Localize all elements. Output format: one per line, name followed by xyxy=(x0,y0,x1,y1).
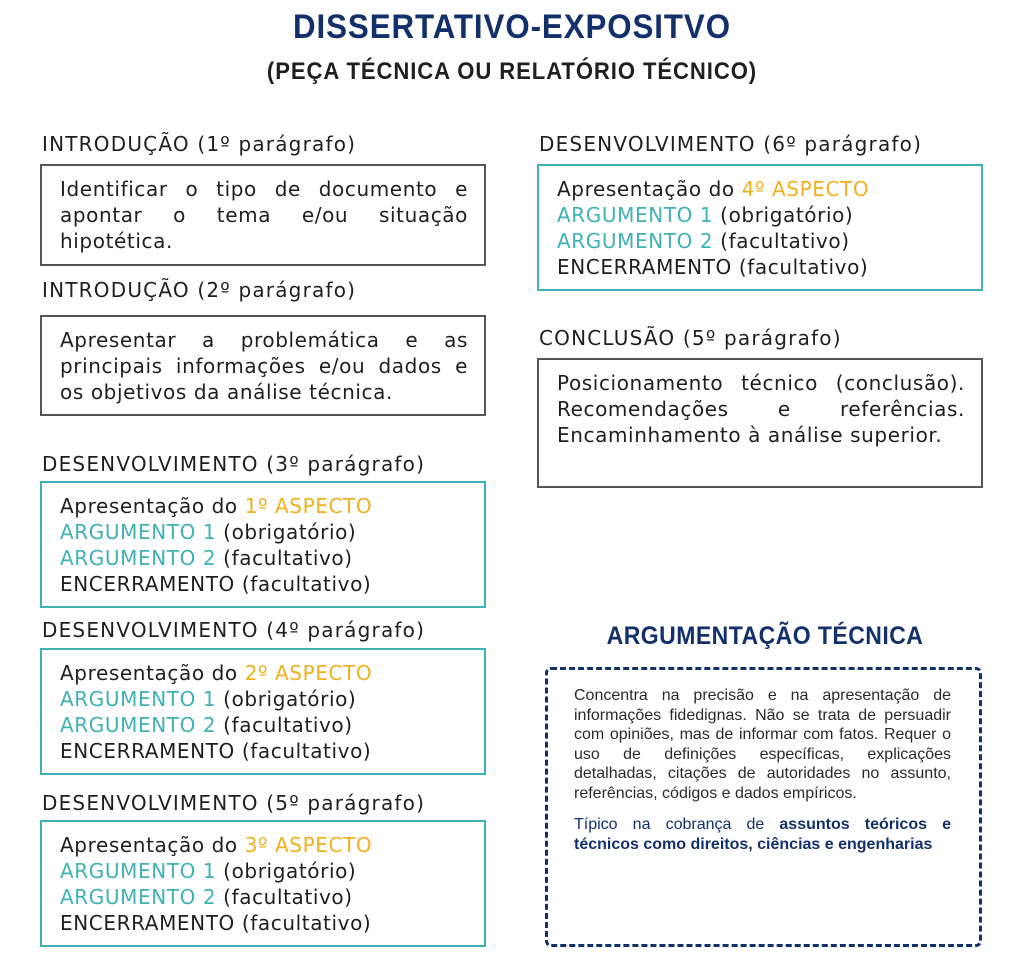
dev5-arg1-note: (obrigatório) xyxy=(216,859,357,883)
dev5-aspect: 3º ASPECTO xyxy=(244,833,373,857)
dev3-arg2-line xyxy=(60,545,468,571)
dev4-intro-line xyxy=(60,660,468,686)
dev4-intro: Apresentação do xyxy=(60,661,245,685)
dev3-arg2: ARGUMENTO 2 xyxy=(60,546,217,570)
dev5-box xyxy=(40,820,486,947)
dev5-arg2-note: (facultativo) xyxy=(216,885,353,909)
argumentation-typical-prefix: Típico na cobrança de xyxy=(574,816,780,833)
dev6-arg1: ARGUMENTO 1 xyxy=(557,203,714,227)
dev4-arg2: ARGUMENTO 2 xyxy=(60,713,217,737)
conclusion-label: CONCLUSÃO (5º parágrafo) xyxy=(539,326,842,350)
argumentation-typical-bold: assuntos teóricos e técnicos como direitos, ciências e engenharias xyxy=(574,816,951,853)
dev4-arg1: ARGUMENTO 1 xyxy=(60,687,217,711)
dev3-closing: ENCERRAMENTO (facultativo) xyxy=(60,572,372,596)
dev5-intro-line xyxy=(60,832,468,858)
dev6-arg2-note: (facultativo) xyxy=(713,229,850,253)
dev3-intro-line xyxy=(60,493,468,519)
dev3-arg2-note: (facultativo) xyxy=(216,546,353,570)
dev3-label: DESENVOLVIMENTO (3º parágrafo) xyxy=(42,452,426,476)
dev4-arg2-line xyxy=(60,712,468,738)
dev4-box xyxy=(40,648,486,775)
dev6-arg2-line xyxy=(557,228,965,254)
dev4-arg1-note: (obrigatório) xyxy=(216,687,357,711)
dev5-arg2: ARGUMENTO 2 xyxy=(60,885,217,909)
intro1-box xyxy=(40,164,486,266)
page-title: DISSERTATIVO-EXPOSITVO xyxy=(293,8,731,46)
dev6-arg2: ARGUMENTO 2 xyxy=(557,229,714,253)
dev3-arg1: ARGUMENTO 1 xyxy=(60,520,217,544)
conclusion-text: Posicionamento técnico (conclusão). Recomendações e referências. Encaminhamento à análise superior. xyxy=(557,371,965,447)
dev5-intro: Apresentação do xyxy=(60,833,245,857)
dev6-intro-line xyxy=(557,176,965,202)
dev5-arg2-line xyxy=(60,884,468,910)
argumentation-box xyxy=(545,667,982,947)
argumentation-typical xyxy=(574,815,951,854)
dev4-closing: ENCERRAMENTO (facultativo) xyxy=(60,739,372,763)
conclusion-box xyxy=(537,358,983,488)
dev5-closing: ENCERRAMENTO (facultativo) xyxy=(60,911,372,935)
dev4-aspect: 2º ASPECTO xyxy=(244,661,373,685)
intro2-text: Apresentar a problemática e as principais informações e/ou dados e os objetivos da análise técnica. xyxy=(60,328,468,404)
dev6-label: DESENVOLVIMENTO (6º parágrafo) xyxy=(539,132,923,156)
dev3-aspect: 1º ASPECTO xyxy=(244,494,373,518)
dev6-intro: Apresentação do xyxy=(557,177,742,201)
intro2-box xyxy=(40,315,486,416)
dev6-closing: ENCERRAMENTO (facultativo) xyxy=(557,255,869,279)
dev6-box xyxy=(537,164,983,291)
dev3-arg1-line xyxy=(60,519,468,545)
dev3-box xyxy=(40,481,486,608)
argumentation-body: Concentra na precisão e na apresentação de informações fidedignas. Não se trata de persuadir com opiniões, mas de informar com fatos. Requer o uso de definições específicas, explicações detalhadas, citações de autoridades no assunto, referências, códigos e dados empíricos. xyxy=(574,687,951,802)
dev5-label: DESENVOLVIMENTO (5º parágrafo) xyxy=(42,791,426,815)
intro1-text: Identificar o tipo de documento e apontar o tema e/ou situação hipotética. xyxy=(60,177,468,253)
dev6-arg1-note: (obrigatório) xyxy=(713,203,854,227)
dev6-arg1-line xyxy=(557,202,965,228)
dev5-arg1: ARGUMENTO 1 xyxy=(60,859,217,883)
dev3-intro: Apresentação do xyxy=(60,494,245,518)
dev5-arg1-line xyxy=(60,858,468,884)
dev6-aspect: 4º ASPECTO xyxy=(741,177,870,201)
dev3-arg1-note: (obrigatório) xyxy=(216,520,357,544)
dev4-arg1-line xyxy=(60,686,468,712)
page-subtitle: (PEÇA TÉCNICA OU RELATÓRIO TÉCNICO) xyxy=(266,58,758,85)
dev4-arg2-note: (facultativo) xyxy=(216,713,353,737)
dev4-label: DESENVOLVIMENTO (4º parágrafo) xyxy=(42,618,426,642)
argumentation-title: ARGUMENTAÇÃO TÉCNICA xyxy=(606,622,924,650)
intro2-label: INTRODUÇÃO (2º parágrafo) xyxy=(42,278,357,302)
intro1-label: INTRODUÇÃO (1º parágrafo) xyxy=(42,132,357,156)
